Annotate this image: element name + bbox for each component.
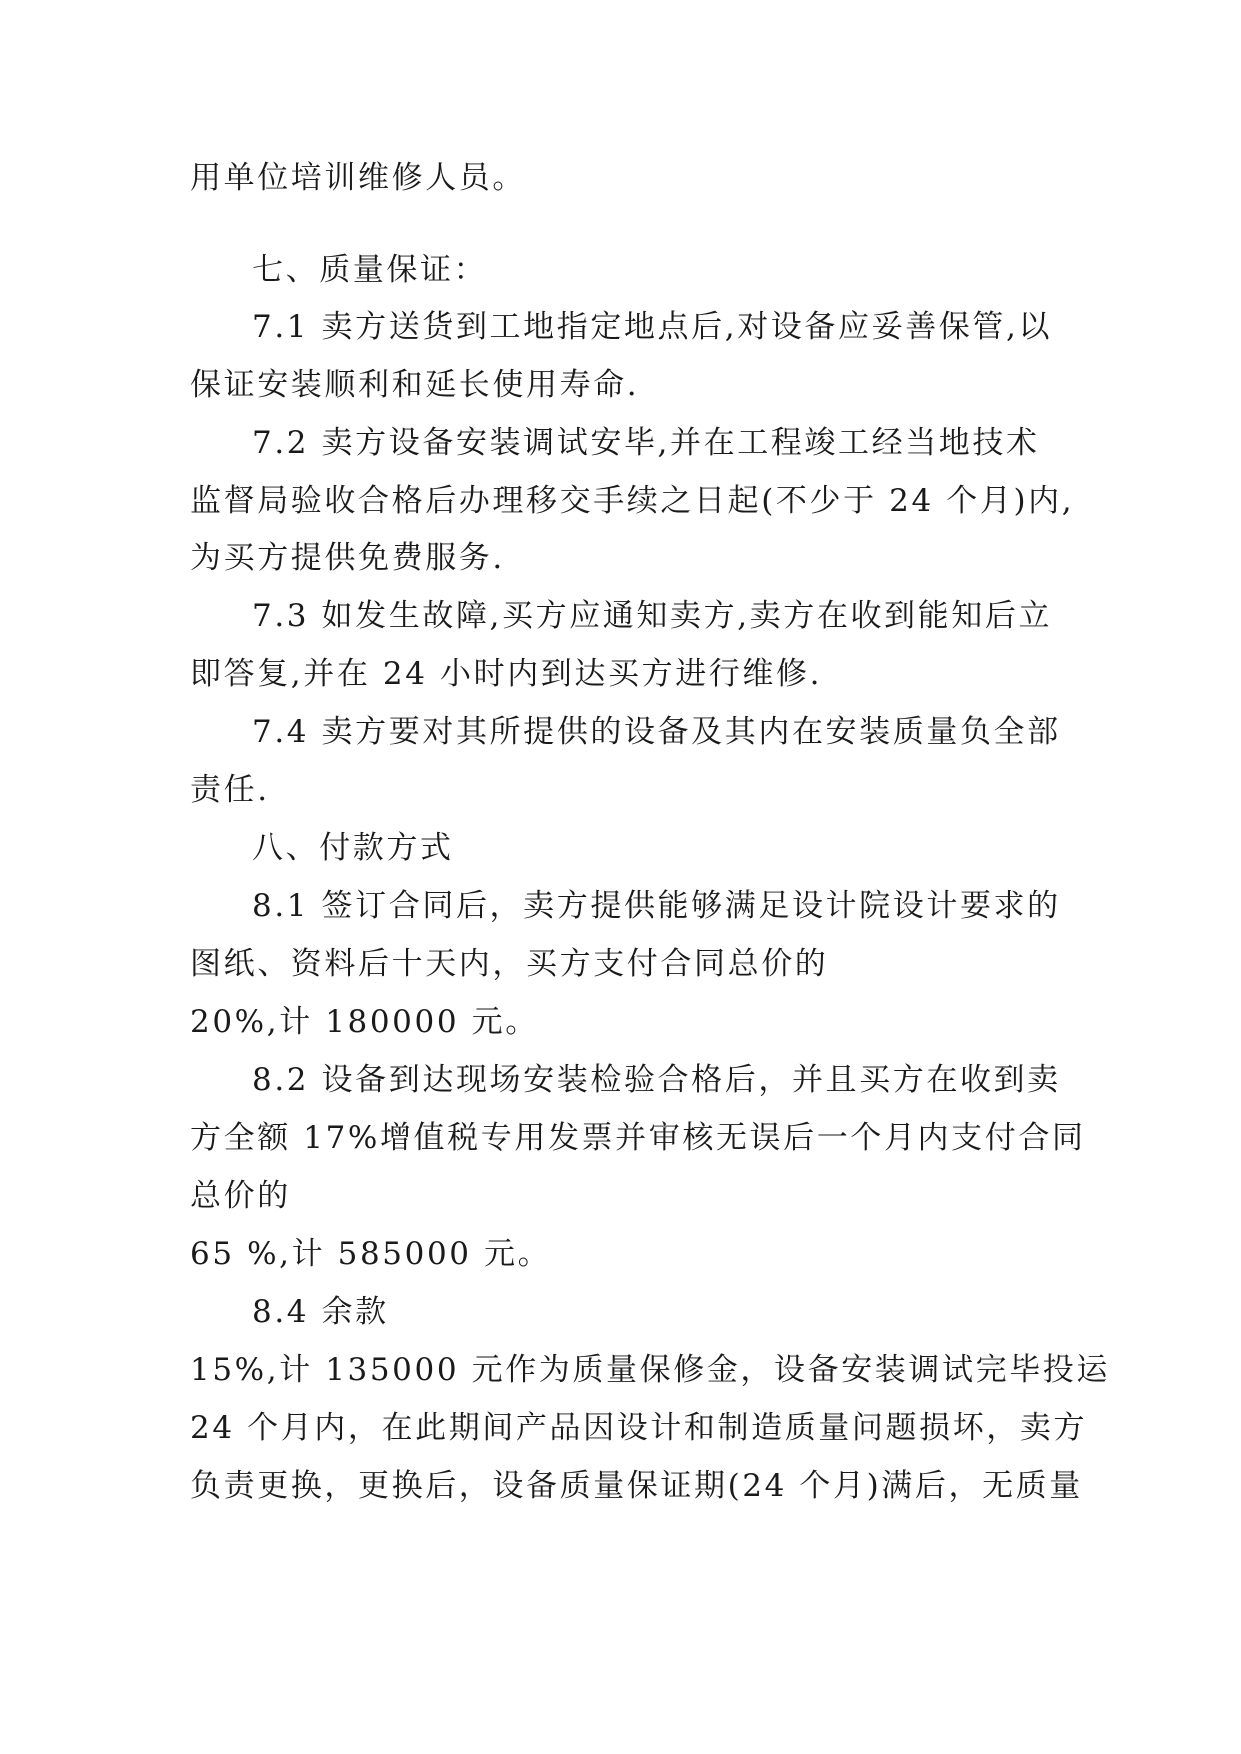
clause-7-1-line: 7.1 卖方送货到工地指定地点后,对设备应妥善保管,以	[252, 309, 1053, 345]
clause-7-4-line: 责任.	[190, 772, 270, 808]
clause-8-4-line: 15%,计 135000 元作为质量保修金，设备安装调试完毕投运	[190, 1352, 1111, 1388]
clause-8-4-line: 负责更换，更换后，设备质量保证期(24 个月)满后，无质量	[190, 1468, 1083, 1504]
clause-7-2-line: 监督局验收合格后办理移交手续之日起(不少于 24 个月)内,	[190, 483, 1075, 519]
clause-8-2-line: 总价的	[190, 1178, 291, 1214]
clause-7-3-line: 即答复,并在 24 小时内到达买方进行维修.	[190, 656, 823, 692]
section-heading-quality: 七、质量保证：	[252, 252, 488, 288]
clause-8-4-line: 24 个月内，在此期间产品因设计和制造质量问题损坏，卖方	[190, 1410, 1088, 1446]
paragraph-line: 用单位培训维修人员。	[190, 160, 526, 196]
clause-7-3-line: 7.3 如发生故障,买方应通知卖方,卖方在收到能知后立	[252, 598, 1053, 634]
clause-8-2-line: 8.2 设备到达现场安装检验合格后，并且买方在收到卖	[252, 1062, 1061, 1098]
clause-8-1-line: 8.1 签订合同后，卖方提供能够满足设计院设计要求的	[252, 888, 1061, 924]
clause-7-1-line: 保证安装顺利和延长使用寿命.	[190, 367, 640, 403]
clause-8-1-line: 图纸、资料后十天内，买方支付合同总价的	[190, 946, 829, 982]
clause-8-2-line: 方全额 17%增值税专用发票并审核无误后一个月内支付合同	[190, 1120, 1086, 1156]
clause-8-1-line: 20%,计 180000 元。	[190, 1004, 539, 1040]
clause-8-2-line: 65 %,计 585000 元。	[190, 1236, 552, 1272]
clause-7-4-line: 7.4 卖方要对其所提供的设备及其内在安装质量负全部	[252, 714, 1061, 750]
clause-8-4-line: 8.4 余款	[252, 1294, 389, 1330]
clause-7-2-line: 7.2 卖方设备安装调试安毕,并在工程竣工经当地技术	[252, 425, 1040, 461]
section-heading-payment: 八、付款方式	[252, 830, 454, 866]
clause-7-2-line: 为买方提供免费服务.	[190, 540, 505, 576]
